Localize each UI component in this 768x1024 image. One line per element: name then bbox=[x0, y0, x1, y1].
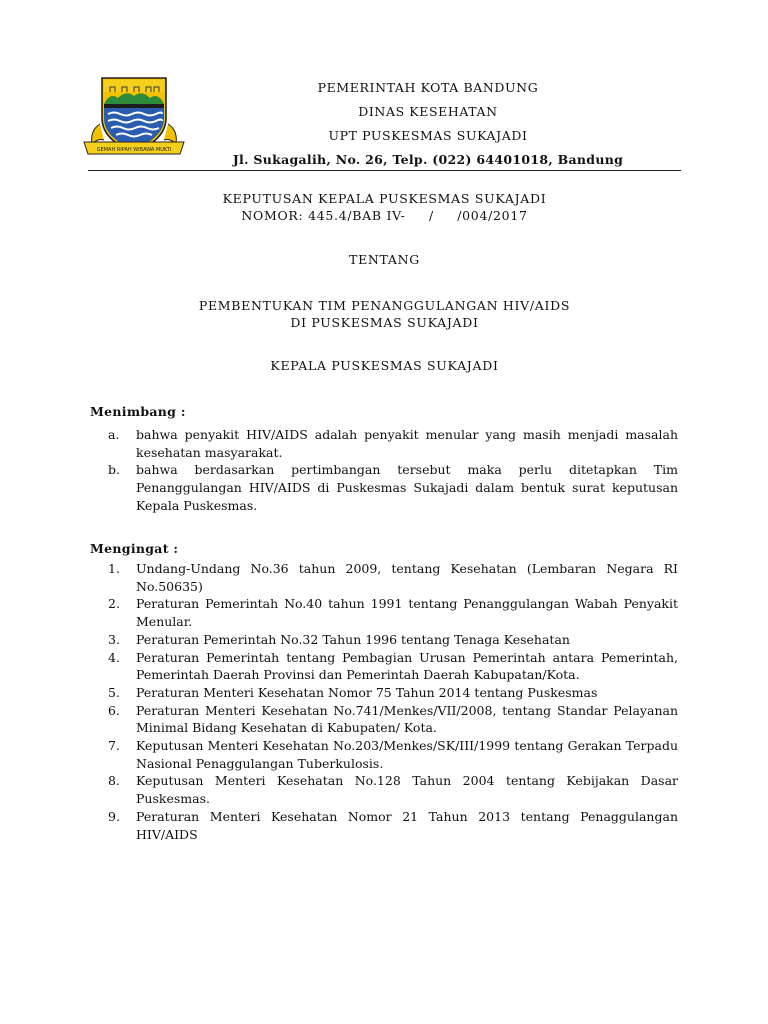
letterhead-address: Jl. Sukagalih, No. 26, Telp. (022) 64401018, Bandung bbox=[232, 152, 624, 167]
list-item bbox=[108, 684, 678, 702]
list-marker: 7. bbox=[108, 738, 120, 754]
list-item-text: Undang-Undang No.36 tahun 2009, tentang Kesehatan (Lembaran Negara RI No.50635) bbox=[136, 561, 678, 594]
decree-subject bbox=[88, 297, 681, 331]
list-item-text: Peraturan Menteri Kesehatan Nomor 75 Tahun 2014 tentang Puskesmas bbox=[136, 684, 598, 700]
decree-subject-line1: PEMBENTUKAN TIM PENANGGULANGAN HIV/AIDS bbox=[198, 298, 571, 313]
mengingat-heading: Mengingat : bbox=[90, 541, 179, 556]
list-item bbox=[108, 772, 678, 807]
list-item bbox=[108, 737, 678, 772]
list-item-text: bahwa berdasarkan pertimbangan tersebut maka perlu ditetapkan Tim Penanggulangan HIV/AIDS di Puskesmas Sukajadi dalam bentuk surat keputusan Kepala Puskesmas. bbox=[136, 462, 678, 513]
list-item bbox=[108, 808, 678, 843]
letterhead-government: PEMERINTAH KOTA BANDUNG bbox=[317, 80, 539, 95]
list-item-text: Peraturan Pemerintah No.40 tahun 1991 tentang Penanggulangan Wabah Penyakit Menular. bbox=[136, 596, 678, 630]
logo-motto: GEMAH RIPAH WIBAWA MUKTI bbox=[96, 147, 172, 153]
list-item-text: bahwa penyakit HIV/AIDS adalah penyakit menular yang masih menjadi masalah kesehatan masyarakat. bbox=[136, 427, 678, 460]
list-item bbox=[108, 649, 678, 684]
list-marker: 8. bbox=[108, 773, 120, 789]
list-item bbox=[108, 631, 678, 649]
decree-subject-line2: DI PUSKESMAS SUKAJADI bbox=[290, 315, 479, 330]
decree-title bbox=[88, 190, 681, 224]
list-item-text: Peraturan Pemerintah tentang Pembagian Urusan Pemerintah antara Pemerintah, Pemerintah Daerah Provinsi dan Pemerintah Daerah Kabupatan/Kota. bbox=[136, 649, 678, 683]
list-item-text: Keputusan Menteri Kesehatan No.203/Menkes/SK/III/1999 tentang Gerakan Terpadu Nasional Penaggulangan Tuberkulosis. bbox=[136, 738, 678, 771]
list-marker: 5. bbox=[108, 684, 120, 700]
bandung-coat-of-arms-logo bbox=[80, 74, 188, 158]
list-item bbox=[108, 702, 678, 737]
tentang-heading: TENTANG bbox=[349, 252, 420, 267]
issuing-official: KEPALA PUSKESMAS SUKAJADI bbox=[270, 358, 499, 373]
decree-title-line: KEPUTUSAN KEPALA PUSKESMAS SUKAJADI bbox=[222, 191, 547, 206]
list-item-text: Peraturan Menteri Kesehatan No.741/Menkes/VII/2008, tentang Standar Pelayanan Minimal Bidang Kesehatan di Kabupaten/ Kota. bbox=[136, 702, 678, 736]
list-marker: 9. bbox=[108, 808, 120, 824]
letterhead-department: DINAS KESEHATAN bbox=[358, 104, 498, 119]
letterhead bbox=[200, 76, 656, 172]
list-item bbox=[108, 461, 678, 514]
list-marker: 6. bbox=[108, 702, 120, 718]
list-marker: b. bbox=[108, 462, 120, 478]
list-marker: a. bbox=[108, 427, 120, 442]
letterhead-unit: UPT PUSKESMAS SUKAJADI bbox=[328, 128, 528, 143]
list-item bbox=[108, 595, 678, 630]
mengingat-list bbox=[108, 560, 678, 843]
list-item bbox=[108, 426, 678, 461]
letterhead-divider bbox=[88, 170, 681, 171]
menimbang-heading: Menimbang : bbox=[90, 404, 186, 419]
menimbang-list bbox=[108, 426, 678, 515]
decree-number: NOMOR: 445.4/BAB IV- / /004/2017 bbox=[241, 208, 528, 223]
list-item-text: Peraturan Pemerintah No.32 Tahun 1996 tentang Tenaga Kesehatan bbox=[136, 631, 570, 647]
list-marker: 4. bbox=[108, 649, 120, 665]
list-marker: 3. bbox=[108, 631, 120, 647]
list-marker: 1. bbox=[108, 561, 120, 576]
list-item-text: Keputusan Menteri Kesehatan No.128 Tahun 2004 tentang Kebijakan Dasar Puskesmas. bbox=[136, 773, 678, 807]
list-item bbox=[108, 560, 678, 595]
list-item-text: Peraturan Menteri Kesehatan Nomor 21 Tahun 2013 tentang Penaggulangan HIV/AIDS bbox=[136, 808, 678, 842]
list-marker: 2. bbox=[108, 596, 120, 612]
